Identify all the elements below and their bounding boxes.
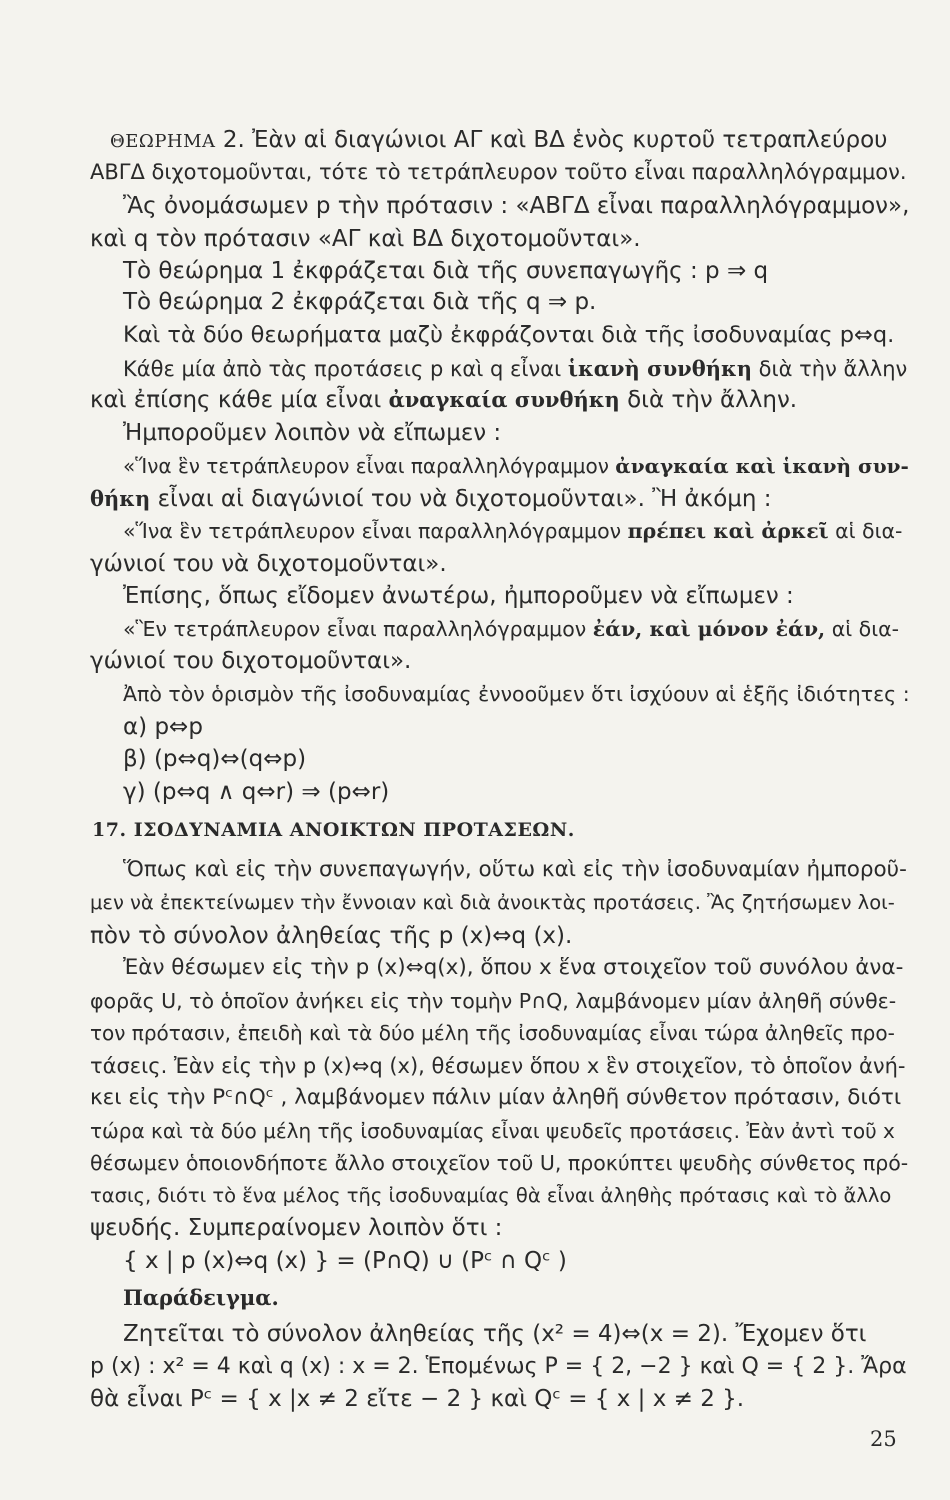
- text-line: Ζητεῖται τὸ σύνολον ἀληθείας τῆς (x² = 4)⇔(x = 2). Ἔχομεν ὅτι: [123, 1321, 867, 1347]
- text-line: p (x) : x² = 4 καὶ q (x) : x = 2. Ἑπομένως P = { 2, −2 } καὶ Q = { 2 }. Ἄρα: [90, 1354, 907, 1379]
- bold-term: ἐάν, καὶ μόνον ἐάν,: [592, 617, 826, 641]
- bold-term: πρέπει καὶ ἀρκεῖ: [627, 519, 829, 543]
- text-line: Ἂς ὀνομάσωμεν p τὴν πρότασιν : «ΑΒΓΔ εἶναι παραλληλόγραμμον»,: [123, 193, 910, 219]
- text-line: Ἠμποροῦμεν λοιπὸν νὰ εἴπωμεν :: [123, 420, 502, 446]
- text-line: «Ἓν τετράπλευρον εἶναι παραλληλόγραμμον ἐάν, καὶ μόνον ἐάν, αἱ δια-: [123, 617, 900, 641]
- text-line: θέσωμεν ὁποιονδήποτε ἄλλο στοιχεῖον τοῦ U, προκύπτει ψευδὴς σύνθετος πρό-: [90, 1151, 909, 1175]
- text-line: τασις, διότι τὸ ἕνα μέλος τῆς ἰσοδυναμίας θὰ εἶναι ἀληθὴς πρότασις καὶ τὸ ἄλλο: [90, 1184, 892, 1207]
- theorem-line-2: ΑΒΓΔ διχοτομοῦνται, τότε τὸ τετράπλευρον τοῦτο εἶναι παραλληλόγραμμον.: [90, 160, 907, 184]
- text-line: «Ἵνα ἓν τετράπλευρον εἶναι παραλληλόγραμμον ἀναγκαία καὶ ἱκανὴ συν-: [123, 454, 909, 478]
- section-heading: [92, 815, 910, 845]
- theorem-label: ΘΕΩΡΗΜΑ: [110, 131, 216, 152]
- theorem-line-1: ΘΕΩΡΗΜΑ 2. Ἐὰν αἱ διαγώνιοι ΑΓ καὶ ΒΔ ἑνὸς κυρτοῦ τετραπλεύρου: [110, 127, 888, 153]
- text-line: τώρα καὶ τὰ δύο μέλη τῆς ἰσοδυναμίας εἶναι ψευδεῖς προτάσεις. Ἐὰν ἀντὶ τοῦ x: [90, 1119, 895, 1143]
- bold-term: θήκη: [90, 486, 151, 511]
- text-line: θήκη εἶναι αἱ διαγώνιοί του νὰ διχοτομοῦνται». Ἢ ἀκόμη :: [90, 486, 772, 512]
- section-number: 17.: [92, 819, 127, 841]
- text-line: Ὅπως καὶ εἰς τὴν συνεπαγωγήν, οὕτω καὶ εἰς τὴν ἰσοδυναμίαν ἠμποροῦ-: [123, 857, 907, 882]
- example-heading: Παράδειγμα.: [123, 1285, 279, 1310]
- text-line: «Ἵνα ἓν τετράπλευρον εἶναι παραλληλόγραμμον πρέπει καὶ ἀρκεῖ αἱ δια-: [123, 519, 903, 543]
- text-line: γώνιοί του νὰ διχοτομοῦνται».: [90, 551, 447, 577]
- text-line: ψευδής. Συμπεραίνομεν λοιπὸν ὅτι :: [90, 1215, 503, 1241]
- text-line: Ἐὰν θέσωμεν εἰς τὴν p (x)⇔q(x), ὅπου x ἕνα στοιχεῖον τοῦ συνόλου ἀνα-: [123, 955, 904, 980]
- text-line: πὸν τὸ σύνολον ἀληθείας τῆς p (x)⇔q (x).: [90, 923, 573, 949]
- text-line: κει εἰς τὴν Pᶜ∩Qᶜ , λαμβάνομεν πάλιν μίαν ἀληθῆ σύνθετον πρότασιν, διότι: [90, 1085, 902, 1110]
- section-title: ΙΣΟΔΥΝΑΜΙΑ ΑΝΟΙΚΤΩΝ ΠΡΟΤΑΣΕΩΝ.: [133, 819, 575, 841]
- text-line: μεν νὰ ἐπεκτείνωμεν τὴν ἔννοιαν καὶ διὰ ἀνοικτὰς προτάσεις. Ἂς ζητήσωμεν λοι-: [90, 891, 895, 914]
- text-line: γώνιοί του διχοτομοῦνται».: [90, 648, 412, 674]
- property-gamma: γ) (p⇔q ∧ q⇔r) ⇒ (p⇔r): [123, 779, 390, 805]
- text-line: Τὸ θεώρημα 2 ἐκφράζεται διὰ τῆς q ⇒ p.: [123, 289, 597, 315]
- bold-term: ἀναγκαία καὶ ἱκανὴ συν-: [615, 454, 909, 478]
- page-number: 25: [870, 1427, 897, 1451]
- text-line: θὰ εἶναι Pᶜ = { x |x ≠ 2 εἴτε − 2 } καὶ Qᶜ = { x | x ≠ 2 }.: [90, 1386, 745, 1412]
- text-line: Κάθε μία ἀπὸ τὰς προτάσεις p καὶ q εἶναι ἱκανὴ συνθήκη διὰ τὴν ἄλλην: [123, 356, 908, 381]
- text-line: τάσεις. Ἐὰν εἰς τὴν p (x)⇔q (x), θέσωμεν ὅπου x ἓν στοιχεῖον, τὸ ὁποῖον ἀνή-: [90, 1054, 906, 1078]
- text-line: Τὸ θεώρημα 1 ἐκφράζεται διὰ τῆς συνεπαγωγῆς : p ⇒ q: [123, 258, 769, 284]
- bold-term: ἱκανὴ συνθήκη: [567, 356, 752, 381]
- text-line: καὶ q τὸν πρότασιν «ΑΓ καὶ ΒΔ διχοτομοῦνται».: [90, 226, 641, 252]
- text-line: Καὶ τὰ δύο θεωρήματα μαζὺ ἐκφράζονται διὰ τῆς ἰσοδυναμίας p⇔q.: [123, 322, 895, 348]
- text-line: φορᾶς U, τὸ ὁποῖον ἀνήκει εἰς τὴν τομὴν P∩Q, λαμβάνομεν μίαν ἀληθῆ σύνθε-: [90, 989, 897, 1013]
- text-line: τον πρότασιν, ἐπειδὴ καὶ τὰ δύο μέλη τῆς ἰσοδυναμίας εἶναι τώρα ἀληθεῖς προ-: [90, 1021, 895, 1045]
- text-line: Ἐπίσης, ὅπως εἴδομεν ἀνωτέρω, ἠμποροῦμεν νὰ εἴπωμεν :: [123, 583, 794, 609]
- property-alpha: α) p⇔p: [123, 714, 203, 740]
- bold-term: ἀναγκαία συνθήκη: [388, 387, 620, 412]
- property-beta: β) (p⇔q)⇔(q⇔p): [123, 746, 307, 772]
- text-line: Ἀπὸ τὸν ὁρισμὸν τῆς ἰσοδυναμίας ἐννοοῦμεν ὅτι ἰσχύουν αἱ ἑξῆς ἰδιότητες :: [123, 682, 910, 706]
- truth-set-formula: { x | p (x)⇔q (x) } = (P∩Q) ∪ (Pᶜ ∩ Qᶜ ): [123, 1248, 567, 1274]
- text-line: καὶ ἐπίσης κάθε μία εἶναι ἀναγκαία συνθήκη διὰ τὴν ἄλλην.: [90, 387, 798, 413]
